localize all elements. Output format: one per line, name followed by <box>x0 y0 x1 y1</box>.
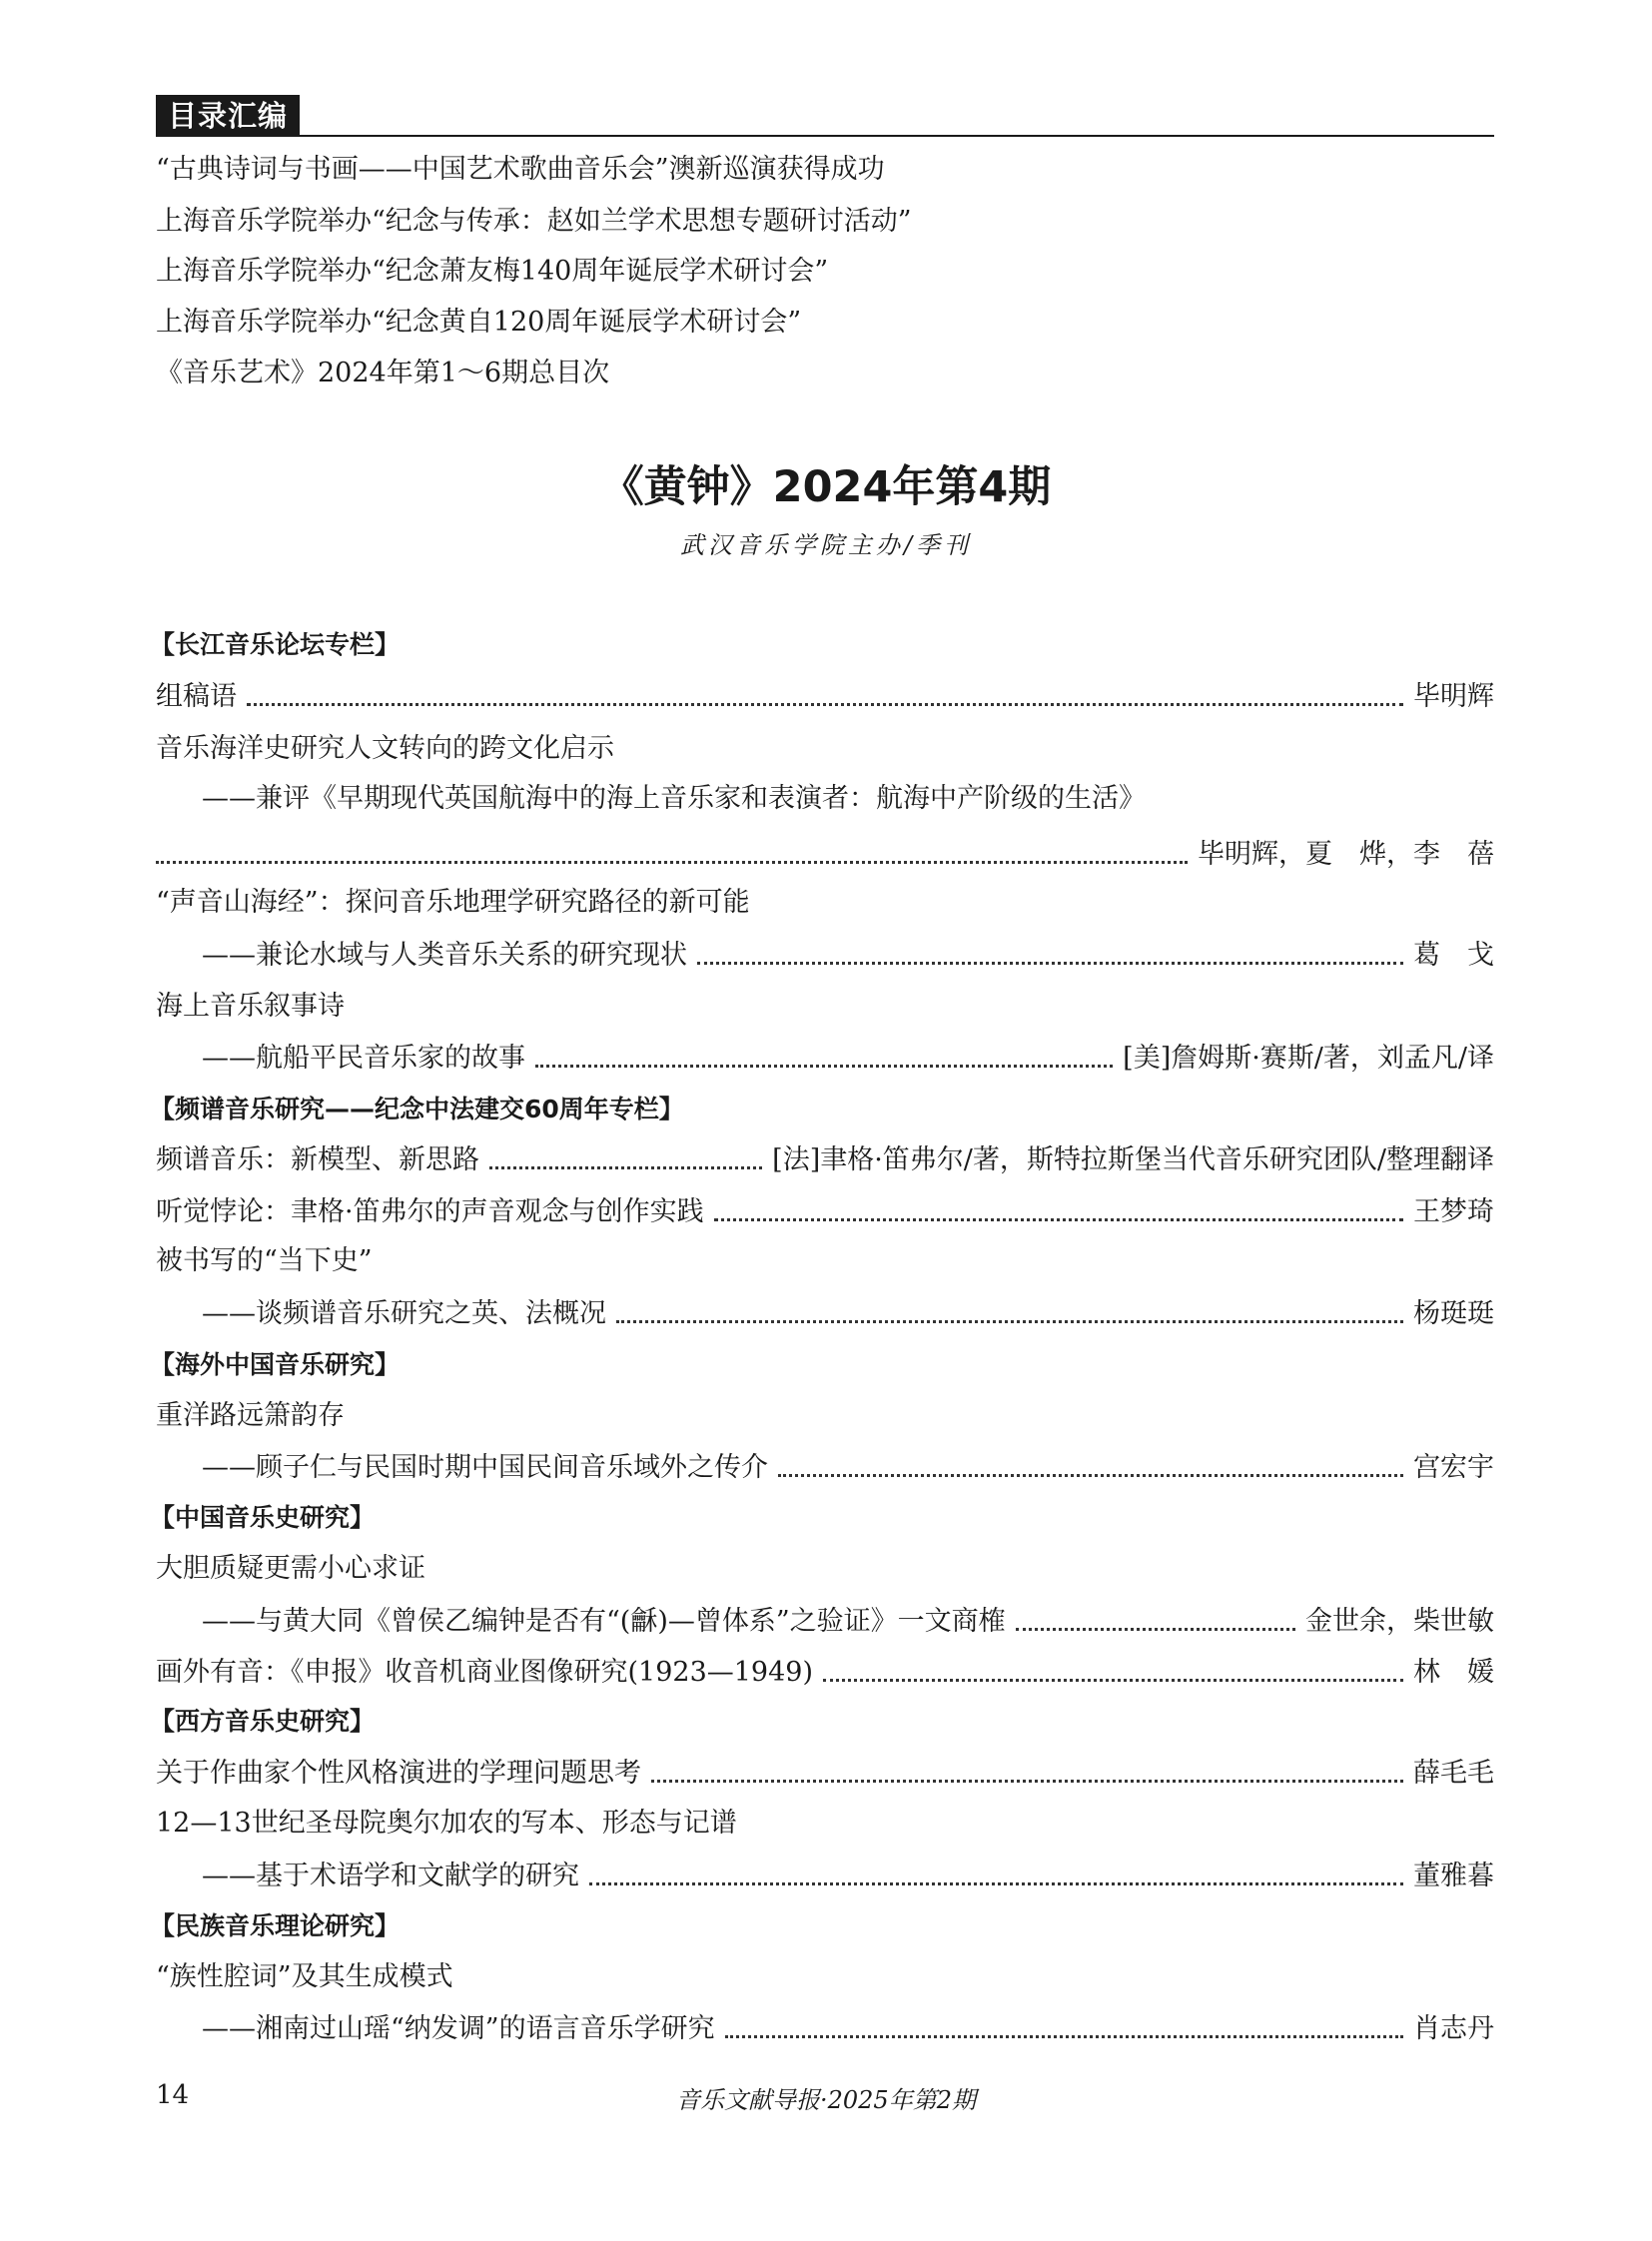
toc-entry[interactable] <box>156 1651 1494 1691</box>
section-heading: 【民族音乐理论研究】 <box>150 1911 401 1940</box>
section-heading: 【西方音乐史研究】 <box>150 1707 376 1736</box>
entry-subtitle: ——兼评《早期现代英国航海中的海上音乐家和表演者：航海中产阶级的生活》 <box>202 783 1146 814</box>
entry-title: 关于作曲家个性风格演进的学理问题思考 <box>156 1758 641 1789</box>
entry-author: [法]聿格·笛弗尔/著，斯特拉斯堡当代音乐研究团队/整理翻译 <box>772 1144 1494 1175</box>
intro-line: 上海音乐学院举办“纪念与传承：赵如兰学术思想专题研讨活动” <box>156 206 912 237</box>
toc-entry[interactable] <box>156 1752 1494 1792</box>
entry-title: 频谱音乐：新模型、新思路 <box>156 1144 479 1175</box>
entry-title: 画外有音：《申报》收音机商业图像研究(1923—1949) <box>156 1657 813 1688</box>
toc-entry[interactable] <box>156 2007 1494 2047</box>
toc-entry[interactable] <box>156 1292 1494 1332</box>
dot-leader <box>535 1065 1113 1068</box>
dot-leader <box>616 1320 1403 1323</box>
toc-entry[interactable] <box>156 1138 1494 1178</box>
toc-entry[interactable] <box>156 1600 1494 1640</box>
entry-subtitle: ——兼论水域与人类音乐关系的研究现状 <box>202 940 687 971</box>
section-heading: 【海外中国音乐研究】 <box>150 1350 401 1379</box>
dot-leader <box>1016 1628 1295 1631</box>
dot-leader <box>823 1679 1403 1682</box>
toc-entry[interactable] <box>156 1037 1494 1077</box>
journal-title: 《黄钟》2024年第4期 <box>600 462 1052 512</box>
entry-title[interactable]: 被书写的“当下史” <box>156 1245 373 1276</box>
entry-subtitle: ——谈频谱音乐研究之英、法概况 <box>202 1298 606 1329</box>
entry-author: 宫宏宇 <box>1413 1452 1494 1483</box>
entry-author: [美]詹姆斯·赛斯/著，刘孟凡/译 <box>1123 1043 1494 1074</box>
dot-leader <box>651 1780 1403 1783</box>
dot-leader <box>778 1474 1403 1477</box>
entry-subtitle: ——与黄大同《曾侯乙编钟是否有“(龢)—曾体系”之验证》一文商榷 <box>202 1606 1006 1637</box>
dot-leader <box>714 1218 1403 1221</box>
intro-line: 上海音乐学院举办“纪念萧友梅140周年诞辰学术研讨会” <box>156 256 829 287</box>
journal-subtitle: 武汉音乐学院主办/季刊 <box>679 531 973 559</box>
entry-subtitle: ——航船平民音乐家的故事 <box>202 1043 525 1074</box>
toc-entry[interactable] <box>156 1855 1494 1894</box>
entry-title[interactable]: 重洋路远箫韵存 <box>156 1400 345 1431</box>
dot-leader <box>156 861 1188 864</box>
entry-author: 杨珽珽 <box>1413 1298 1494 1329</box>
header-tag: 目录汇编 <box>156 95 300 137</box>
dot-leader <box>489 1166 762 1169</box>
entry-author: 董雅暮 <box>1413 1861 1494 1891</box>
entry-title[interactable]: “族性腔词”及其生成模式 <box>156 1961 453 1992</box>
dot-leader <box>697 962 1403 965</box>
entry-title[interactable]: “声音山海经”：探问音乐地理学研究路径的新可能 <box>156 887 750 918</box>
section-heading: 【长江音乐论坛专栏】 <box>150 630 401 659</box>
entry-title[interactable]: 海上音乐叙事诗 <box>156 991 345 1022</box>
footer-journal-name: 音乐文献导报·2025年第2期 <box>676 2086 976 2114</box>
entry-author: 毕明辉 <box>1413 681 1494 712</box>
intro-line: 《音乐艺术》2024年第1～6期总目次 <box>156 358 610 388</box>
toc-entry[interactable] <box>156 1446 1494 1486</box>
dot-leader <box>589 1882 1403 1885</box>
section-heading: 【中国音乐史研究】 <box>150 1503 376 1532</box>
intro-line: “古典诗词与书画——中国艺术歌曲音乐会”澳新巡演获得成功 <box>156 154 885 185</box>
dot-leader <box>725 2035 1403 2038</box>
entry-author: 葛 戈 <box>1413 940 1494 971</box>
section-heading: 【频谱音乐研究——纪念中法建交60周年专栏】 <box>150 1095 684 1123</box>
entry-title[interactable]: 音乐海洋史研究人文转向的跨文化启示 <box>156 733 614 764</box>
toc-entry[interactable] <box>156 675 1494 715</box>
entry-title[interactable]: 12—13世纪圣母院奥尔加农的写本、形态与记谱 <box>156 1808 737 1839</box>
entry-author: 薛毛毛 <box>1413 1758 1494 1789</box>
toc-entry[interactable] <box>156 934 1494 974</box>
section-header <box>156 95 1494 141</box>
header-rule <box>156 135 1494 137</box>
page-number: 14 <box>156 2080 190 2110</box>
entry-subtitle: ——湘南过山瑶“纳发调”的语言音乐学研究 <box>202 2013 715 2044</box>
entry-author: 王梦琦 <box>1413 1196 1494 1227</box>
entry-author: 毕明辉，夏 烨，李 蓓 <box>1198 839 1494 870</box>
entry-title: 组稿语 <box>156 681 237 712</box>
entry-author: 林 媛 <box>1413 1657 1494 1688</box>
entry-title[interactable]: 大胆质疑更需小心求证 <box>156 1553 425 1584</box>
intro-line: 上海音乐学院举办“纪念黄自120周年诞辰学术研讨会” <box>156 307 802 338</box>
toc-entry[interactable] <box>156 833 1494 873</box>
entry-author: 金世余，柴世敏 <box>1305 1606 1494 1637</box>
dot-leader <box>247 703 1403 706</box>
entry-author: 肖志丹 <box>1413 2013 1494 2044</box>
entry-title: 听觉悖论：聿格·笛弗尔的声音观念与创作实践 <box>156 1196 704 1227</box>
toc-entry[interactable] <box>156 1190 1494 1230</box>
entry-subtitle: ——顾子仁与民国时期中国民间音乐域外之传介 <box>202 1452 768 1483</box>
entry-subtitle: ——基于术语学和文献学的研究 <box>202 1861 579 1891</box>
